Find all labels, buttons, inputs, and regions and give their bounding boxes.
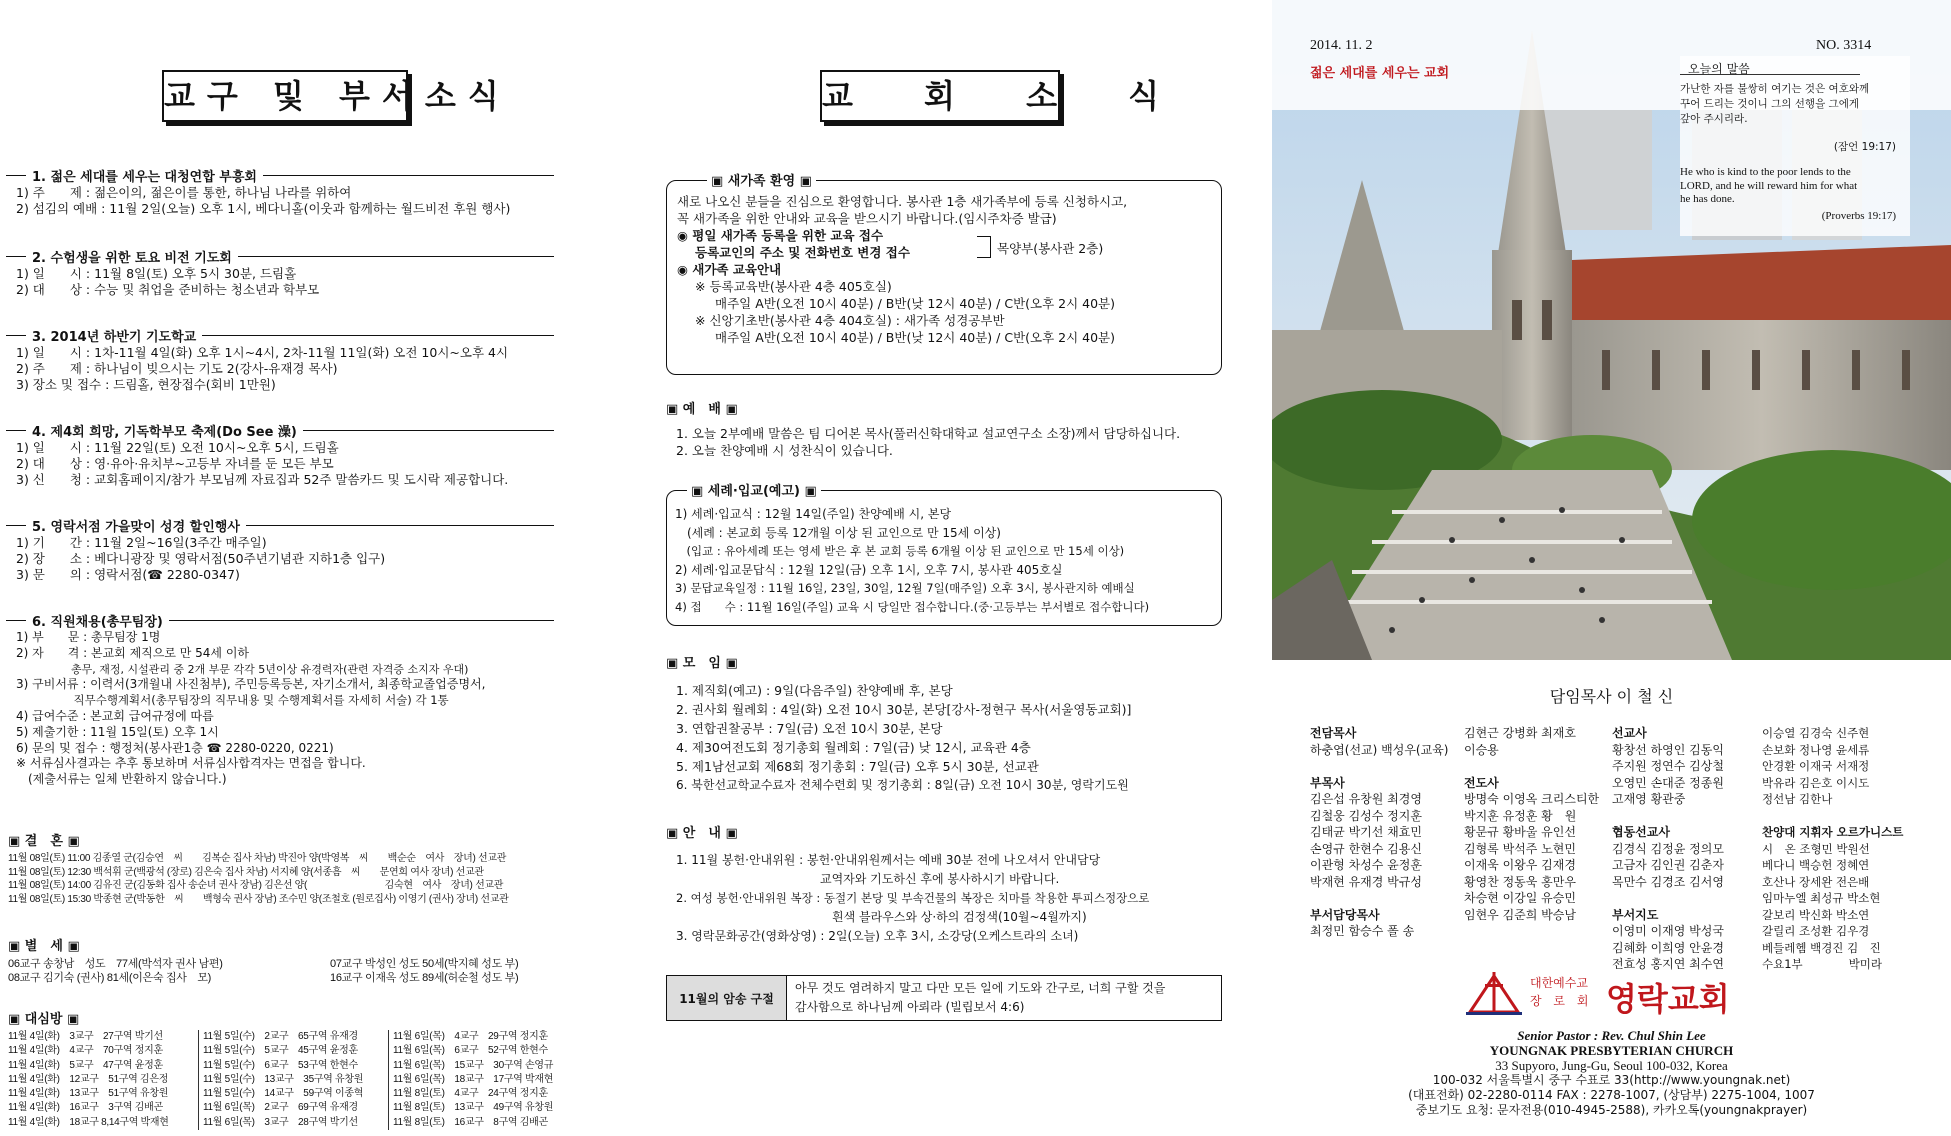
list-item: 11월 5일(수) 6교구 53구역 한현수 — [203, 1059, 358, 1071]
text-line: ◉ 평일 새가족 등록을 위한 교육 접수 — [677, 228, 884, 243]
list-item: 이영미 이재영 박성국 — [1612, 924, 1724, 938]
office-note: 목양부(봉사관 2층) — [997, 241, 1104, 256]
death-list-right — [330, 957, 518, 985]
list-item: 최정민 함승수 폴 송 — [1310, 924, 1415, 938]
section-title: ▣ 안 내 ▣ — [666, 826, 738, 841]
text-line: 흰색 블라우스와 상·하의 검정색(10월~4월까지) — [676, 910, 1087, 924]
list-item: 수요1부 박미라 — [1762, 957, 1882, 971]
list-heading: 부목사 — [1310, 775, 1345, 790]
list-item: 07교구 박성인 성도 50세(박지혜 성도 부) — [330, 958, 519, 970]
list-item: 김형록 박석주 노현민 — [1464, 841, 1576, 856]
list-item: 손보화 정나영 윤세류 — [1762, 742, 1870, 757]
section-title: 6. 직원채용(총무팀장) — [26, 611, 169, 630]
todays-word-en-ref: (Proverbs 19:17) — [1821, 210, 1896, 222]
list-item — [1310, 890, 1448, 907]
text-line: (세례 : 본교회 등록 12개월 이상 된 교인으로 만 15세 이상) — [675, 525, 1001, 540]
list-item: 시 온 조형민 박원선 — [1762, 841, 1870, 856]
list-item: 하충엽(선교) 백성우(교육) — [1310, 742, 1449, 757]
section-worship — [666, 398, 1222, 459]
death-list-left — [8, 957, 223, 985]
list-item: 06교구 송창남 성도 77세(박석자 권사 남편) — [8, 958, 223, 970]
logo-church-name: 영락교회 — [1606, 980, 1730, 1018]
page-title-church: 교 회 소 식 — [820, 70, 1060, 122]
text-line: 3. 연합권찰공부 : 7일(금) 오전 10시 30분, 본당 — [676, 721, 943, 736]
pastors-col-4 — [1762, 725, 1903, 973]
text-line: 3) 문답교육일정 : 11월 16일, 23일, 30일, 12월 7일(매주일) 오후 3시, 봉사관지하 예배실 — [675, 581, 1135, 595]
list-item — [1612, 808, 1724, 825]
list-item: 11월 4일(화) 16교구 3구역 김배곤 — [8, 1102, 163, 1114]
section-title: 5. 영락서점 가을맞이 성경 할인행사 — [26, 516, 246, 535]
list-item: 11월 8일(토) 16교구 8구역 김배곤 — [393, 1116, 548, 1128]
list-item: 고재영 황관중 — [1612, 792, 1686, 806]
text-line: 꾸어 드리는 것이니 그의 선행을 그에게 — [1680, 98, 1859, 110]
list-item: 11월 6일(목) 4교구 29구역 정지훈 — [393, 1031, 548, 1042]
table-row: 11월 08일(토) 15:30 박종현 군(박동한 씨 백형숙 권사 장남) 조수민 양(조철호 (원로집사) 이영기 (권사) 장녀) 선교관 — [8, 893, 509, 905]
list-item: 호산나 장세완 전은배 — [1762, 874, 1870, 889]
text-line: 3) 신 청 : 교회홈페이지/참가 부모님께 자료집과 52주 말씀카드 및 도시락 제공합니다. — [16, 472, 509, 487]
list-heading: 부서담당목사 — [1310, 907, 1380, 922]
list-heading: 협동선교사 — [1612, 825, 1670, 839]
text-line: He who is kind to the poor lends to the — [1680, 166, 1851, 178]
text-line: 2. 권사회 월례회 : 4일(화) 오전 10시 30분, 본당[강사-정현구 목사(서울영동교회)] — [676, 702, 1132, 717]
text-line: 3) 구비서류 : 이력서(3개월내 사진첨부), 주민등록등본, 자기소개서, 최종학교졸업증명서, — [16, 677, 486, 692]
list-item: 임마누엘 최성규 박소현 — [1762, 891, 1881, 905]
text-line: 4) 접 수 : 11월 16일(주일) 교육 시 당일만 접수합니다.(중·고등부는 부서별로 접수합니다) — [675, 599, 1150, 614]
issue-date: 2014. 11. 2 — [1310, 38, 1373, 53]
text-line: 2. 여성 봉헌·안내위원 복장 : 동절기 본당 및 부속건물의 복장은 치마를 착용한 투피스정장으로 — [676, 891, 1150, 905]
visit-title: ▣ 대심방 ▣ — [8, 1012, 80, 1027]
text-line: ◉ 새가족 교육안내 — [677, 262, 782, 277]
text-line: 교역자와 기도하신 후에 봉사하시기 바랍니다. — [676, 872, 1060, 886]
section-prayer-school — [6, 330, 554, 405]
list-item: 황영찬 정동욱 홍만우 — [1464, 874, 1576, 889]
list-item: 김태균 박기선 채효민 — [1310, 825, 1422, 839]
page-title-district: 교구 및 부서소식 — [162, 70, 408, 122]
text-line: 1) 일 시 : 1차-11월 4일(화) 오후 1시~4시, 2차-11월 11일(화) 오전 10시~오후 4시 — [16, 345, 509, 360]
todays-word-ref: (잠언 19:17) — [1833, 141, 1896, 153]
section-title: ▣ 세례·입교(예고) ▣ — [687, 480, 821, 499]
list-item: 방명숙 이영옥 크리스티한 — [1464, 792, 1600, 806]
text-line: 2) 대 상 : 수능 및 취업을 준비하는 청소년과 학부모 — [16, 282, 320, 297]
wedding-title: ▣ 결 혼 ▣ — [8, 834, 80, 849]
todays-word-title: 오늘의 말씀 — [1688, 62, 1750, 76]
section-meetings — [666, 652, 1222, 795]
list-item: 차승현 이강일 유승민 — [1464, 891, 1576, 905]
text-line: 3. 영락문화공간(영화상영) : 2일(오늘) 오후 3시, 소강당(오케스트라의 소녀) — [676, 929, 1079, 943]
list-item: 전효성 홍지연 최수연 — [1612, 957, 1724, 971]
text-line: (제출서류는 일체 반환하지 않습니다.) — [16, 772, 227, 787]
list-item: 김혜화 이희영 안윤경 — [1612, 940, 1724, 955]
todays-word-en — [1680, 166, 1857, 207]
logo-denomination — [1530, 974, 1592, 1010]
list-item — [1310, 758, 1448, 775]
list-item: 박유라 김은호 이시도 — [1762, 775, 1870, 790]
church-slogan: 젊은 세대를 세우는 교회 — [1310, 66, 1450, 81]
korean-address: 100-032 서울특별시 중구 수표로 33(http://www.youngnak.net) — [1432, 1073, 1791, 1087]
divider — [1680, 74, 1860, 75]
section-title: 1. 젊은 세대를 세우는 대청연합 부흥회 — [26, 166, 263, 185]
list-item: 이승용 — [1464, 742, 1499, 757]
text-line: 4) 급여수준 : 본교회 급여규정에 따름 — [16, 708, 214, 723]
section-guide — [666, 822, 1222, 946]
text-line: 1) 부 문 : 총무팀장 1명 — [16, 630, 161, 644]
text-line: ※ 등록교육반(봉사관 4층 405호실) — [695, 279, 892, 294]
list-item: 11월 4일(화) 18교구 8,14구역 박재현 — [8, 1116, 169, 1128]
text-line: 가난한 자를 불쌍히 여기는 것은 여호와께 — [1680, 83, 1870, 95]
todays-word-ko — [1680, 82, 1869, 127]
list-heading: 부서지도 — [1612, 907, 1659, 922]
text-line: 새로 나오신 분들을 진심으로 환영합니다. 봉사관 1층 새가족부에 등록 신청하시고, — [677, 194, 1128, 209]
list-item: 정선남 김한나 — [1762, 792, 1833, 806]
text-line: 직무수행계획서(총무팀장의 직무내용 및 수행계획서를 자세히 서술) 각 1통 — [16, 693, 449, 708]
list-item: 김현근 강병화 최재호 — [1464, 726, 1576, 740]
section-title: 4. 제4회 희망, 기독학부모 축제(Do See 澡) — [26, 421, 303, 440]
list-item: 안경환 이재국 서재정 — [1762, 759, 1870, 773]
list-item: 11월 4일(화) 12교구 51구역 김은정 — [8, 1073, 169, 1085]
new-family-box — [666, 174, 1222, 375]
list-item: 갈보리 박신화 박소연 — [1762, 907, 1870, 922]
table-row: 11월 08일(토) 12:30 백석휘 군(백광석 (장로) 김은숙 집사 차남) 서지혜 양(서종흠 씨 문연희 여사 장녀) 선교관 — [8, 866, 484, 878]
table-row: 11월 08일(토) 14:00 김유진 군(김동화 집사 송순녀 권사 장남) 김은선 양( 김숙현 여사 장녀) 선교관 — [8, 880, 504, 891]
text-line: 6) 문의 및 접수 : 행정처(봉사관1층 ☎ 2280-0220, 0221) — [16, 740, 334, 755]
pastors-col-2 — [1464, 725, 1599, 923]
text-line: he has done. — [1680, 193, 1735, 205]
section-title: ▣ 모 임 ▣ — [666, 656, 738, 671]
issue-number: NO. 3314 — [1816, 38, 1872, 53]
text-line: 5. 제1남선교회 제68회 정기총회 : 7일(금) 오후 5시 30분, 선교관 — [676, 759, 1039, 774]
column-cover — [1272, 0, 1951, 1136]
text-line: 매주일 A반(오전 10시 40분) / B반(낮 12시 40분) / C반(오후 2시 40분) — [715, 296, 1116, 311]
text-line: 2) 세례·입교문답식 : 12월 12일(금) 오후 1시, 오후 7시, 봉사관 405호실 — [675, 562, 1063, 577]
prayer-request: 중보기도 요청: 문자전용(010-4945-2588), 카카오톡(youngnakprayer) — [1415, 1103, 1808, 1117]
text-line: 장 로 회 — [1530, 994, 1593, 1008]
text-line: 1. 오늘 2부예배 말씀은 팀 디어본 목사(풀러신학대학교 설교연구소 소장)께서 담당하십니다. — [676, 426, 1181, 441]
death-title: ▣ 별 세 ▣ — [8, 939, 80, 954]
section-revival — [6, 170, 554, 230]
pastors-col-3 — [1612, 725, 1724, 973]
text-line: 감사함으로 하나님께 아뢰라 (빌립보서 4:6) — [795, 1000, 1025, 1014]
list-item: 11월 6일(목) 2교구 69구역 유재경 — [203, 1102, 358, 1114]
english-senior-pastor: Senior Pastor : Rev. Chul Shin Lee — [1517, 1028, 1706, 1043]
list-item: 베들레헴 백경진 김 진 — [1762, 940, 1881, 955]
list-item: 김은섭 유창원 최경영 — [1310, 792, 1422, 806]
list-item: 박지훈 유정훈 황 원 — [1464, 808, 1577, 823]
list-item: 11월 6일(목) 6교구 52구역 한현수 — [393, 1045, 548, 1057]
list-item — [1464, 758, 1599, 775]
text-line: 4. 제30여전도회 정기총회 월례회 : 7일(금) 낮 12시, 교육관 4층 — [676, 740, 1031, 755]
phone-numbers: (대표전화) 02-2280-0114 FAX : 2278-1007, (상담부) 2275-1004, 1007 — [1408, 1088, 1815, 1102]
text-line: 1) 세례·입교식 : 12월 14일(주일) 찬양예배 시, 본당 — [675, 507, 952, 521]
text-line: LORD, and he will reward him for what — [1680, 179, 1858, 192]
text-line: 2) 대 상 : 영·유아·유치부~고등부 자녀를 둔 모든 부모 — [16, 456, 334, 471]
list-item: 11월 6일(목) 3교구 28구역 박기선 — [203, 1116, 358, 1128]
list-item: 박재현 유재경 박규성 — [1310, 874, 1422, 889]
text-line: 2) 장 소 : 베다니광장 및 영락서점(50주년기념관 지하1층 입구) — [16, 551, 386, 566]
list-item: 손영규 한현수 김용신 — [1310, 841, 1422, 856]
church-contact — [1272, 1028, 1951, 1118]
text-line: 총무, 재정, 시설관리 중 2개 부문 각각 5년이상 유경력자(관련 자격증 소지자 우대) — [16, 662, 469, 676]
text-line: 3) 문 의 : 영락서점(☎ 2280-0347) — [16, 567, 240, 582]
section-title: 3. 2014년 하반기 기도학교 — [26, 326, 202, 345]
text-line: ※ 신앙기초반(봉사관 4층 404호실) : 새가족 성경공부반 — [695, 313, 1005, 328]
text-line: (입교 : 유아세례 또는 영세 받은 후 본 교회 등록 6개월 이상 된 교인으로 만 15세 이상) — [675, 544, 1125, 558]
column-church-news — [660, 0, 1230, 1136]
list-heading: 전도사 — [1464, 775, 1499, 790]
text-line: 1) 일 시 : 11월 22일(토) 오전 10시~오후 5시, 드림홀 — [16, 440, 339, 455]
table-row: 11월 08일(토) 11:00 김종열 군(김승연 씨 김복순 집사 차남) 박진아 양(박영복 씨 백순순 여사 장녀) 선교관 — [8, 853, 507, 864]
section-title: ▣ 예 배 ▣ — [666, 402, 738, 417]
visit-col-2 — [198, 1030, 363, 1130]
list-item: 11월 5일(수) 5교구 45구역 윤정훈 — [203, 1045, 358, 1057]
senior-pastor: 담임목사 이 철 신 — [1549, 687, 1674, 706]
memory-verse-label: 11월의 암송 구절 — [667, 976, 787, 1020]
memory-verse-box — [666, 975, 1222, 1021]
text-line: 2. 오늘 찬양예배 시 성찬식이 있습니다. — [676, 443, 893, 458]
list-item: 16교구 이재옥 성도 89세(허순철 성도 부) — [330, 972, 519, 984]
list-item: 11월 6일(목) 18교구 17구역 박재현 — [393, 1073, 554, 1085]
list-item — [1612, 890, 1724, 907]
list-heading: 찬양대 지휘자 오르가니스트 — [1762, 825, 1904, 839]
list-item: 11월 4일(화) 4교구 70구역 정지훈 — [8, 1045, 163, 1057]
text-line: 2) 주 제 : 하나님이 빚으시는 기도 2(강사-유재경 목사) — [16, 361, 338, 376]
text-line: ※ 서류심사결과는 추후 통보하며 서류심사합격자는 면접을 합니다. — [16, 756, 366, 771]
list-item: 08교구 김기숙 (권사) 81세(이은숙 집사 모) — [8, 972, 212, 984]
visit-col-1 — [8, 1030, 169, 1130]
list-item: 김경식 김정윤 정의모 — [1612, 841, 1724, 856]
list-item: 고금자 김인권 김춘자 — [1612, 858, 1724, 872]
list-item: 베다니 백승헌 정혜연 — [1762, 858, 1870, 872]
cross-logo-icon — [1464, 968, 1524, 1018]
list-item: 김철웅 김성수 정지훈 — [1310, 808, 1422, 823]
memory-verse-text — [787, 976, 1221, 1020]
text-line: 아무 것도 염려하지 말고 다만 모든 일에 기도와 간구로, 너희 구할 것을 — [795, 981, 1166, 995]
baptism-box — [666, 484, 1222, 626]
column-district-news — [0, 0, 560, 1136]
section-exam-prayer — [6, 251, 554, 311]
list-item: 11월 8일(토) 13교구 49구역 유창원 — [393, 1102, 554, 1114]
list-item: 황창선 하영인 김동익 — [1612, 742, 1724, 757]
list-item — [1762, 808, 1903, 825]
list-heading: 전담목사 — [1310, 726, 1357, 740]
section-title: ▣ 새가족 환영 ▣ — [707, 170, 816, 189]
list-item: 목만수 김경조 김서영 — [1612, 874, 1724, 889]
text-line: 1) 주 제 : 젊은이의, 젊은이를 통한, 하나님 나라를 위하여 — [16, 185, 352, 200]
todays-word-box — [1680, 56, 1910, 236]
list-item: 11월 5일(수) 2교구 65구역 유재경 — [203, 1031, 358, 1042]
text-line: 3) 장소 및 접수 : 드림홀, 현장접수(회비 1만원) — [16, 377, 276, 392]
church-logo — [1464, 968, 1764, 1020]
text-line: 매주일 A반(오전 10시 40분) / B반(낮 12시 40분) / C반(오후 2시 40분) — [715, 330, 1116, 345]
section-bookstore — [6, 520, 554, 595]
list-item: 오영민 손대준 정종원 — [1612, 775, 1724, 790]
text-line: 1) 일 시 : 11월 8일(토) 오후 5시 30분, 드림홀 — [16, 266, 297, 281]
english-church-name: YOUNGNAK PRESBYTERIAN CHURCH — [1489, 1043, 1734, 1058]
english-address: 33 Supyoro, Jung-Gu, Seoul 100-032, Korea — [1495, 1058, 1728, 1073]
text-line: 대한예수교 — [1530, 976, 1588, 990]
text-line: 2) 섬김의 예배 : 11월 2일(오늘) 오후 1시, 베다니홀(이웃과 함께하는 월드비전 후원 행사) — [16, 201, 511, 216]
brace — [977, 236, 991, 258]
text-line: 6. 북한선교학교수료자 전체수련회 및 정기총회 : 8일(금) 오전 10시 30분, 영락기도원 — [676, 778, 1129, 792]
list-item: 이관형 차성수 윤정훈 — [1310, 858, 1422, 872]
visit-col-3 — [388, 1030, 553, 1130]
list-item: 갈릴리 조성환 김우경 — [1762, 924, 1870, 938]
text-line: 등록교인의 주소 및 전화번호 변경 접수 — [695, 245, 910, 260]
list-item: 11월 8일(토) 4교구 24구역 정지훈 — [393, 1088, 548, 1100]
pastors-col-1 — [1310, 725, 1448, 940]
list-heading: 선교사 — [1612, 726, 1647, 740]
list-item: 11월 6일(목) 15교구 30구역 손영규 — [393, 1059, 554, 1071]
list-item: 11월 4일(화) 3교구 27구역 박기선 — [8, 1031, 163, 1042]
text-line: 갚아 주시리라. — [1680, 113, 1748, 125]
list-item: 황문규 황바울 유인선 — [1464, 825, 1576, 839]
list-item: 11월 4일(화) 13교구 51구역 유창원 — [8, 1088, 169, 1100]
text-line: 5) 제출기한 : 11월 15일(토) 오후 1시 — [16, 724, 219, 739]
text-line: 1) 기 간 : 11월 2일~16일(3주간 매주일) — [16, 535, 267, 550]
list-item: 11월 5일(수) 13교구 35구역 유창원 — [203, 1073, 364, 1085]
wedding-table — [8, 852, 509, 906]
list-item: 이재욱 이왕우 김재경 — [1464, 858, 1576, 872]
text-line: 2) 자 격 : 본교회 제직으로 만 54세 이하 — [16, 645, 250, 660]
list-item: 주지원 정연수 김상철 — [1612, 759, 1724, 773]
text-line: 1. 11월 봉헌·안내위원 : 봉헌·안내위원께서는 예배 30분 전에 나오셔서 안내담당 — [676, 853, 1101, 867]
list-item: 임현우 김준희 박승남 — [1464, 907, 1576, 922]
list-item: 11월 5일(수) 14교구 59구역 이종혁 — [203, 1088, 364, 1100]
text-line: 꼭 새가족을 위한 안내와 교육을 받으시기 바랍니다.(임시주차증 발급) — [677, 211, 1057, 226]
list-item: 11월 4일(화) 5교구 47구역 윤정훈 — [8, 1059, 163, 1071]
section-hiring — [6, 615, 554, 800]
section-parent-festival — [6, 425, 554, 500]
section-title: 2. 수험생을 위한 토요 비전 기도회 — [26, 247, 238, 266]
list-item: 이승열 김경숙 신주현 — [1762, 726, 1870, 740]
text-line: 1. 제직회(예고) : 9일(다음주일) 찬양예배 후, 본당 — [676, 683, 953, 698]
